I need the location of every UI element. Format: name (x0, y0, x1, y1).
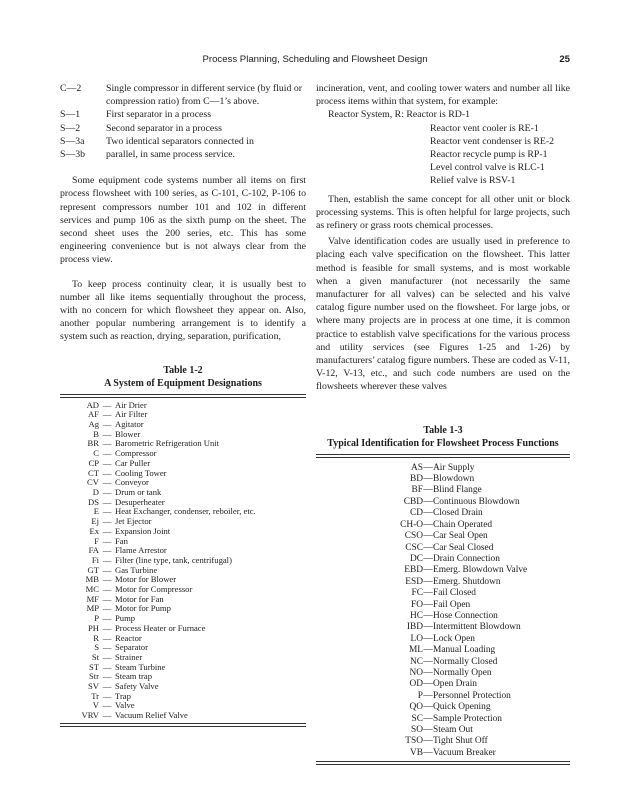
row-code: BF (411, 485, 423, 496)
table-row (316, 668, 570, 679)
row-dash: — (102, 613, 112, 624)
row-description: Filter (line type, tank, centrifugal) (115, 554, 232, 565)
row-description: Air Drier (115, 399, 147, 410)
row-code: St (91, 651, 99, 662)
row-description: Conveyor (115, 477, 149, 488)
designation-code: S—3a (60, 135, 85, 147)
row-description: Jet Ejector (115, 516, 152, 527)
row-code: ESD (405, 576, 423, 587)
row-code: MP (86, 603, 99, 614)
row-description: Chain Operated (433, 519, 493, 530)
row-dash: — (423, 725, 433, 736)
row-dash: — (423, 713, 433, 724)
table-row (316, 531, 570, 542)
table-body (316, 463, 570, 760)
row-code: S (94, 642, 99, 653)
row-dash: — (423, 747, 433, 758)
row-description: Motor for Fan (115, 593, 164, 604)
row-description: Gas Turbine (115, 564, 158, 575)
row-code: IBD (406, 622, 423, 633)
row-dash: — (102, 574, 112, 585)
table-row (316, 554, 570, 565)
table-row (316, 474, 570, 485)
table-row (316, 645, 570, 656)
row-dash: — (102, 710, 112, 721)
paragraph-block-systems: Then, establish the same concept for all other unit or block processing systems. This is often helpful for large projects, such as refinery or grass roots chemical processes. (316, 193, 570, 232)
designation-code: C—2 (60, 83, 82, 94)
row-code: HC (409, 610, 423, 621)
row-code: CSO (404, 531, 423, 542)
row-code: E (93, 506, 99, 517)
row-code: Ex (89, 525, 99, 536)
row-description: Air Supply (433, 462, 475, 473)
table-title: Typical Identification for Flowsheet Process Functions (327, 437, 559, 449)
designation-code: S—1 (60, 109, 81, 121)
row-dash: — (423, 462, 433, 473)
row-description: Normally Closed (433, 656, 498, 667)
row-code: BR (87, 438, 99, 449)
table-row (60, 711, 306, 721)
row-description: Lock Open (433, 633, 475, 644)
row-code: VRV (81, 710, 99, 721)
row-description: Manual Loading (433, 645, 496, 656)
row-description: Emerg. Blowdown Valve (433, 565, 528, 576)
row-description: Barometric Refrigeration Unit (115, 438, 220, 449)
row-dash: — (423, 622, 433, 633)
paragraph-valve-codes: Valve identification codes are usually used in preference to placing each valve specification on the flowsheet. This latter method is feasible for small systems, and is most workable when a given manufacturer (not necessarily the same manufacturer for all valves) can be selected and his valve catalog figure number used on the flowsheet. For large jobs, or where many projects are in process at one time, it is common practice to establish valve specifications for the various process and utility services (see Figures 1-25 and 1-26) by manufacturers’ catalog figure numbers. These are coded as V-11, V-12, V-13, etc., and such code numbers are used on the flowsheets wherever these valves (316, 236, 570, 393)
row-dash: — (423, 656, 433, 667)
row-code: R (93, 632, 99, 643)
row-dash: — (102, 486, 112, 497)
row-dash: — (102, 477, 112, 488)
row-code: Tr (91, 690, 99, 701)
row-dash: — (102, 506, 112, 517)
table-bottom-rule (316, 761, 570, 765)
designation-item (60, 108, 306, 121)
designation-item (60, 135, 306, 148)
row-dash: — (423, 485, 433, 496)
row-description: Closed Drain (433, 508, 483, 519)
row-dash: — (423, 508, 433, 519)
row-dash: — (102, 419, 112, 430)
row-code: C (93, 448, 99, 459)
row-description: Fail Closed (433, 588, 476, 599)
row-code: Fi (91, 554, 99, 565)
table-row (316, 622, 570, 633)
row-description: Continuous Blowdown (433, 496, 520, 507)
row-code: BD (409, 474, 423, 485)
table-label: Table 1-2 (163, 364, 203, 376)
row-dash: — (423, 496, 433, 507)
row-description: Steam Turbine (115, 661, 166, 672)
row-dash: — (423, 667, 433, 678)
table-1-3 (316, 424, 570, 766)
row-code: PH (88, 622, 99, 633)
row-description: Blowdown (433, 474, 475, 485)
row-code: DS (88, 496, 99, 507)
row-code: FO (411, 599, 423, 610)
table-top-rule (316, 454, 570, 458)
paragraph-process-continuity: To keep process continuity clear, it is usually best to number all like items sequentially throughout the process, with no concern for which flowsheet they appear on. Also, another popular numbering arrangement is to identify a system such as reaction, drying, separation, purification, (60, 278, 306, 343)
row-description: Personnel Protection (433, 690, 511, 701)
right-column (316, 82, 570, 765)
row-description: Pump (115, 613, 136, 624)
row-code: CD (409, 508, 423, 519)
row-code: MB (85, 574, 99, 585)
row-code: QO (409, 702, 423, 713)
row-code: OD (409, 679, 423, 690)
row-code: CBD (403, 496, 423, 507)
designation-text: Single compressor in different service (by fluid or compression ratio) from C—1’s above. (106, 83, 302, 108)
table-row (316, 577, 570, 588)
row-dash: — (102, 603, 112, 614)
row-description: Drum or tank (115, 486, 162, 497)
table-row (316, 520, 570, 531)
designation-code: S—2 (60, 122, 81, 134)
table-row (316, 657, 570, 668)
paragraph-continuation: incineration, vent, and cooling tower waters and number all like process items within that system, for example: (316, 83, 570, 108)
row-code: V (92, 700, 99, 711)
row-dash: — (423, 576, 433, 587)
row-description: Valve (115, 700, 135, 711)
row-code: VB (409, 747, 423, 758)
row-code: ST (88, 661, 99, 672)
row-dash: — (423, 588, 433, 599)
row-description: Expansion Joint (115, 525, 171, 536)
page-number: 25 (559, 54, 570, 65)
row-code: FA (88, 545, 99, 556)
row-dash: — (102, 428, 112, 439)
row-dash: — (102, 651, 112, 662)
row-code: GT (87, 564, 99, 575)
row-dash: — (423, 599, 433, 610)
row-code: FC (411, 588, 423, 599)
row-code: SO (411, 725, 423, 736)
designation-item (60, 122, 306, 135)
row-code: SV (88, 681, 99, 692)
row-dash: — (102, 671, 112, 682)
row-description: Process Heater or Furnace (115, 622, 206, 633)
paragraph-numbering-series: Some equipment code systems number all items on first process flowsheet with 100 series, as C-101, C-102, P-106 to represent compressors number 101 and 102 in different services and pump 106 as the sixth pump on the sheet. The second sheet uses the 200 series, etc. This has some engineering convenience but is not always clear from the process view. (60, 175, 306, 266)
row-dash: — (102, 545, 112, 556)
row-code: SC (411, 713, 423, 724)
table-bottom-rule (60, 723, 306, 727)
table-top-rule (60, 394, 306, 398)
row-dash: — (102, 642, 112, 653)
row-dash: — (423, 690, 433, 701)
row-description: Air Filter (115, 409, 148, 420)
row-code: P (417, 690, 423, 701)
row-description: Fan (115, 535, 128, 546)
row-dash: — (102, 438, 112, 449)
table-row (316, 508, 570, 519)
row-description: Car Seal Closed (433, 542, 494, 553)
row-code: DC (409, 553, 423, 564)
designation-text: parallel, in same process service. (106, 149, 235, 161)
table-row (316, 634, 570, 645)
table-row (316, 611, 570, 622)
row-dash: — (102, 535, 112, 546)
row-dash: — (423, 679, 433, 690)
row-description: Normally Open (433, 667, 492, 678)
example-line: Relief valve is RSV-1 (430, 175, 516, 187)
table-label: Table 1-3 (423, 424, 463, 436)
row-dash: — (102, 700, 112, 711)
table-row (316, 485, 570, 496)
example-line: Reactor vent cooler is RE-1 (430, 122, 539, 134)
row-description: Motor for Compressor (115, 584, 193, 595)
row-description: Quick Opening (433, 702, 491, 713)
row-code: EBD (404, 565, 423, 576)
row-description: Fail Open (433, 599, 471, 610)
row-code: MF (86, 593, 99, 604)
row-dash: — (423, 531, 433, 542)
row-code: CH-O (400, 519, 423, 530)
row-code: F (94, 535, 99, 546)
designation-text: Two identical separators connected in (106, 135, 254, 147)
running-title: Process Planning, Scheduling and Flowsheet Design (202, 54, 428, 65)
row-code: LO (410, 633, 423, 644)
row-description: Sample Protection (433, 713, 502, 724)
row-code: D (92, 486, 99, 497)
table-row (316, 748, 570, 759)
example-line: Reactor vent condenser is RE-2 (430, 135, 555, 147)
row-code: P (94, 613, 99, 624)
row-code: Str (88, 671, 99, 682)
row-code: CP (88, 457, 99, 468)
table-title: A System of Equipment Designations (104, 377, 262, 389)
row-description: Tight Shut Off (433, 736, 488, 747)
designation-list (60, 82, 306, 161)
row-dash: — (102, 584, 112, 595)
row-dash: — (102, 690, 112, 701)
row-description: Blind Flange (433, 485, 482, 496)
row-dash: — (102, 681, 112, 692)
row-dash: — (423, 645, 433, 656)
row-dash: — (423, 702, 433, 713)
row-description: Motor for Pump (115, 603, 171, 614)
row-code: TSO (405, 736, 423, 747)
row-dash: — (423, 553, 433, 564)
row-dash: — (423, 519, 433, 530)
row-code: ML (408, 645, 423, 656)
row-dash: — (102, 525, 112, 536)
table-row (316, 725, 570, 736)
row-description: Car Seal Open (433, 531, 488, 542)
row-description: Blower (115, 428, 141, 439)
row-description: Strainer (115, 651, 143, 662)
row-dash: — (102, 622, 112, 633)
designation-item (60, 148, 306, 161)
table-row (316, 714, 570, 725)
row-description: Steam trap (115, 671, 152, 682)
designation-text: First separator in a process (106, 109, 212, 121)
row-dash: — (423, 565, 433, 576)
table-row (316, 588, 570, 599)
table-row (316, 679, 570, 690)
row-description: Open Drain (433, 679, 477, 690)
row-description: Agitator (115, 419, 144, 430)
left-column (60, 82, 306, 727)
row-code: NO (409, 667, 423, 678)
row-description: Flame Arrestor (115, 545, 167, 556)
row-dash: — (423, 633, 433, 644)
row-description: Desuperheater (115, 496, 165, 507)
row-dash: — (102, 457, 112, 468)
row-dash: — (102, 467, 112, 478)
table-row (316, 691, 570, 702)
row-description: Compressor (115, 448, 157, 459)
row-code: MC (85, 584, 99, 595)
table-row (316, 702, 570, 713)
row-code: AF (88, 409, 99, 420)
row-dash: — (102, 661, 112, 672)
table-row (316, 543, 570, 554)
row-description: Trap (115, 690, 131, 701)
designation-code: S—3b (60, 149, 86, 161)
table-row (316, 463, 570, 474)
row-description: Vacuum Relief Valve (115, 710, 188, 721)
row-dash: — (102, 564, 112, 575)
row-description: Vacuum Breaker (433, 747, 496, 758)
row-description: Reactor (115, 632, 142, 643)
row-dash: — (102, 409, 112, 420)
table-row (316, 600, 570, 611)
row-dash: — (423, 542, 433, 553)
row-code: CV (87, 477, 99, 488)
row-description: Steam Out (433, 725, 473, 736)
row-dash: — (423, 610, 433, 621)
designation-text: Second separator in a process (106, 122, 222, 134)
designation-item (60, 82, 306, 108)
example-heading: Reactor System, R: Reactor is RD-1 (328, 109, 471, 121)
row-description: Intermittent Blowdown (433, 622, 521, 633)
page-header (60, 54, 570, 68)
row-description: Car Puller (115, 457, 151, 468)
row-dash: — (102, 593, 112, 604)
table-row (316, 565, 570, 576)
table-row (316, 497, 570, 508)
row-dash: — (102, 496, 112, 507)
row-code: NC (409, 656, 423, 667)
table-body (60, 401, 306, 721)
row-code: Ej (91, 516, 99, 527)
table-row (316, 736, 570, 747)
row-dash: — (102, 632, 112, 643)
row-code: B (93, 428, 99, 439)
row-dash: — (102, 554, 112, 565)
row-description: Separator (115, 642, 148, 653)
row-description: Hose Connection (433, 610, 498, 621)
example-line: Reactor recycle pump is RP-1 (430, 149, 548, 161)
row-code: Ag (88, 419, 99, 430)
row-dash: — (102, 399, 112, 410)
example-line: Level control valve is RLC-1 (430, 162, 545, 174)
row-description: Motor for Blower (115, 574, 177, 585)
row-dash: — (423, 736, 433, 747)
row-code: AS (411, 462, 423, 473)
row-dash: — (423, 474, 433, 485)
row-code: CSC (405, 542, 423, 553)
row-description: Safety Valve (115, 681, 159, 692)
row-description: Heat Exchanger, condenser, reboiler, etc. (115, 506, 256, 517)
row-dash: — (102, 516, 112, 527)
row-description: Cooling Tower (115, 467, 167, 478)
row-dash: — (102, 448, 112, 459)
table-1-2 (60, 364, 306, 727)
row-description: Emerg. Shutdown (433, 576, 501, 587)
row-code: AD (86, 399, 99, 410)
row-description: Drain Connection (433, 553, 500, 564)
row-code: CT (88, 467, 99, 478)
